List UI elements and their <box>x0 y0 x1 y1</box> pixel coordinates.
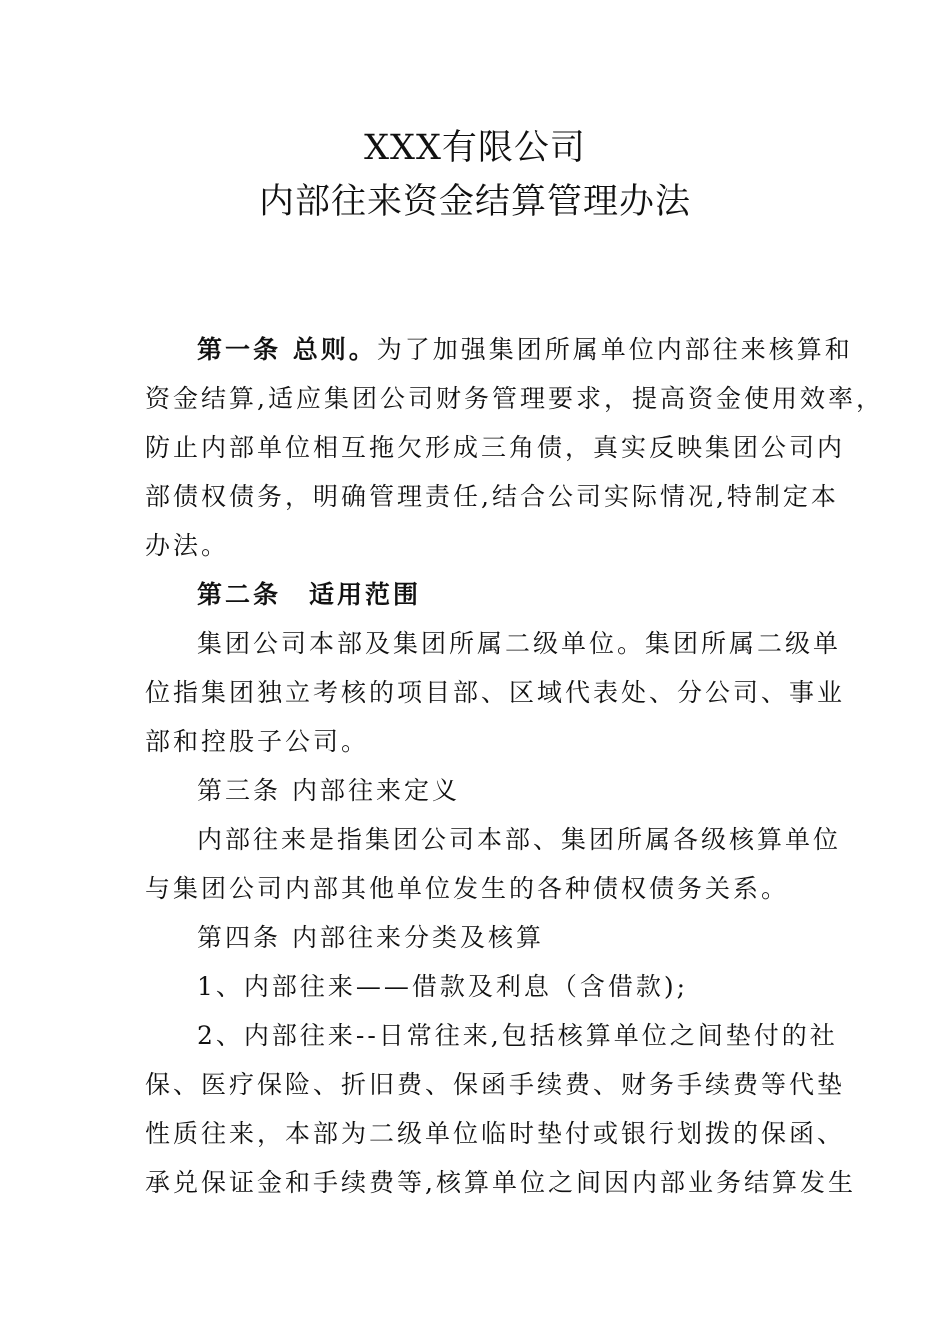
article-4-line-3: 保、医疗保险、折旧费、保函手续费、财务手续费等代垫 <box>145 1070 846 1099</box>
article-4-line-5: 承兑保证金和手续费等,核算单位之间因内部业务结算发生 <box>145 1168 856 1197</box>
article-3-line-1: 内部往来是指集团公司本部、集团所属各级核算单位 <box>197 825 842 854</box>
document-title-company: XXX有限公司 <box>364 128 586 168</box>
article-3-heading: 第三条 内部往来定义 <box>197 776 460 805</box>
article-2-line-1: 集团公司本部及集团所属二级单位。集团所属二级单 <box>197 629 842 658</box>
article-1-heading: 第一条 总则。 <box>197 335 377 364</box>
article-3-line-2: 与集团公司内部其他单位发生的各种债权债务关系。 <box>145 874 790 903</box>
article-2-line-3: 部和控股子公司。 <box>145 727 370 756</box>
document-body <box>145 325 884 1207</box>
article-2-line-2: 位指集团独立考核的项目部、区域代表处、分公司、事业 <box>145 678 846 707</box>
article-1-text-1: 为了加强集团所属单位内部往来核算和 <box>376 335 853 364</box>
article-4-line-4: 性质往来，本部为二级单位临时垫付或银行划拨的保函、 <box>145 1119 846 1148</box>
article-2-heading: 第二条 适用范围 <box>197 580 422 609</box>
article-1-line-2: 资金结算,适应集团公司财务管理要求，提高资金使用效率， <box>145 384 884 413</box>
article-1-line-1 <box>145 325 853 374</box>
article-4-line-1: 1、内部往来——借款及利息（含借款); <box>197 972 689 1001</box>
article-4-line-2: 2、内部往来--日常往来,包括核算单位之间垫付的社 <box>197 1021 838 1050</box>
article-1-line-3: 防止内部单位相互拖欠形成三角债，真实反映集团公司内 <box>145 433 846 462</box>
article-1-line-4: 部债权债务，明确管理责任,结合公司实际情况,特制定本 <box>145 482 839 511</box>
article-4-heading: 第四条 内部往来分类及核算 <box>197 923 544 952</box>
document-title-main: 内部往来资金结算管理办法 <box>258 182 691 222</box>
article-1-line-5: 办法。 <box>145 531 230 560</box>
